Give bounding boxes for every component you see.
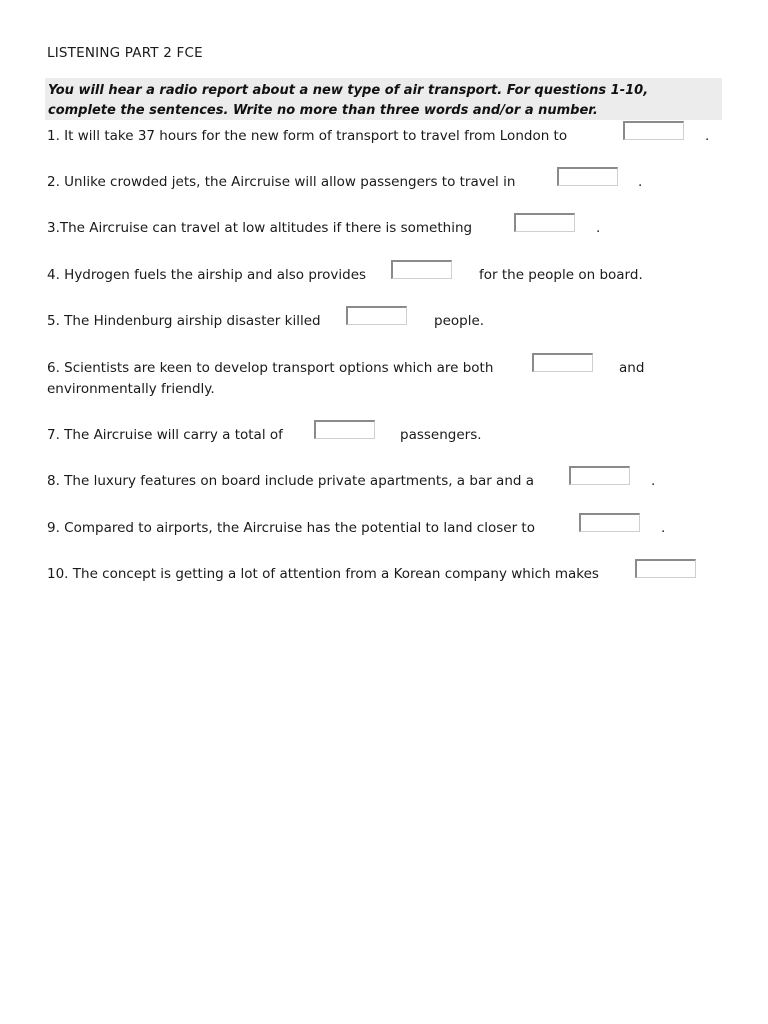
question-5-text: 5. The Hindenburg airship disaster killed [47, 313, 321, 329]
question-7-text: 7. The Aircruise will carry a total of [47, 427, 283, 443]
question-4 [47, 265, 366, 286]
answer-box-9[interactable] [579, 513, 640, 532]
instructions-box: You will hear a radio report about a new type of air transport. For questions 1-10, complete the sentences. Write no more than three words and/or a number. [45, 78, 722, 120]
answer-box-7[interactable] [314, 420, 375, 439]
answer-box-6[interactable] [532, 353, 593, 372]
question-1-end: . [705, 128, 710, 144]
question-1-text: 1. It will take 37 hours for the new form of transport to travel from London to [47, 128, 568, 144]
question-8 [47, 471, 534, 492]
question-6-and: and [619, 360, 645, 376]
answer-box-8[interactable] [569, 466, 630, 485]
question-10-text: 10. The concept is getting a lot of attention from a Korean company which makes [47, 566, 599, 582]
question-3-text: 3.The Aircruise can travel at low altitudes if there is something [47, 220, 473, 236]
question-5 [47, 311, 321, 332]
answer-box-5[interactable] [346, 306, 407, 325]
answer-box-2[interactable] [557, 167, 618, 186]
question-8-text: 8. The luxury features on board include private apartments, a bar and a [47, 473, 535, 489]
question-2-end: . [638, 174, 643, 190]
page-title: LISTENING PART 2 FCE [47, 45, 203, 61]
answer-box-1[interactable] [623, 121, 684, 140]
question-4-end: for the people on board. [479, 267, 643, 283]
question-8-end: . [651, 473, 656, 489]
question-6-continuation: environmentally friendly. [47, 381, 215, 397]
question-3-end: . [596, 220, 601, 236]
answer-box-10[interactable] [635, 559, 696, 578]
question-6-text: 6. Scientists are keen to develop transport options which are both [47, 360, 494, 376]
question-6 [47, 358, 493, 379]
answer-box-4[interactable] [391, 260, 452, 279]
question-7 [47, 425, 283, 446]
question-5-end: people. [434, 313, 485, 329]
question-4-text: 4. Hydrogen fuels the airship and also provides [47, 267, 367, 283]
question-2 [47, 172, 515, 193]
question-9-text: 9. Compared to airports, the Aircruise has the potential to land closer to [47, 520, 535, 536]
question-9-end: . [661, 520, 666, 536]
question-2-text: 2. Unlike crowded jets, the Aircruise will allow passengers to travel in [47, 174, 516, 190]
answer-box-3[interactable] [514, 213, 575, 232]
question-9 [47, 518, 535, 539]
question-7-end: passengers. [400, 427, 482, 443]
question-1 [47, 126, 567, 147]
question-10 [47, 564, 599, 585]
question-3 [47, 218, 472, 239]
